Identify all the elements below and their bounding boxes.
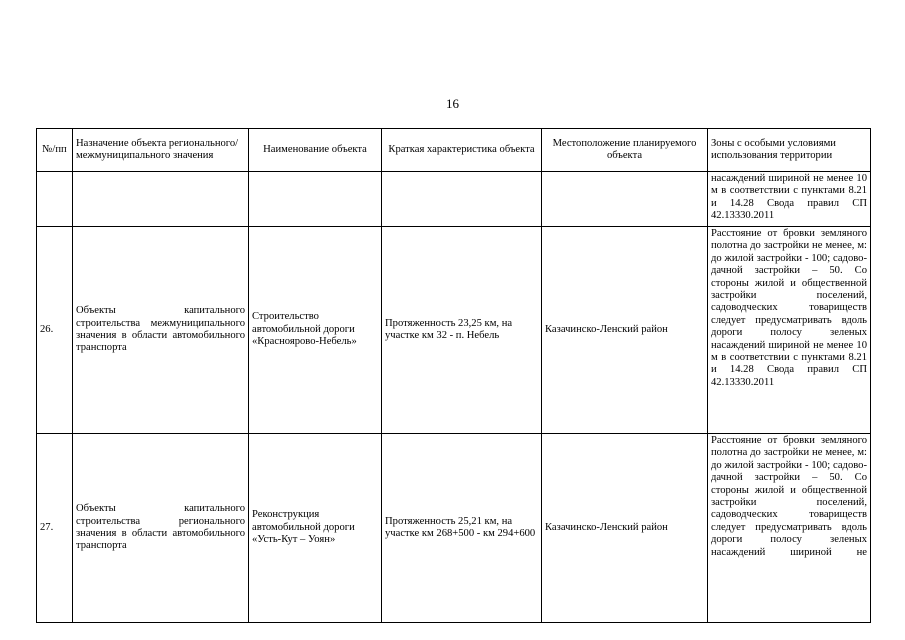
header-location: Местоположение планируемого объекта xyxy=(542,129,708,172)
table-header-row xyxy=(37,129,871,172)
header-purpose: Назначение объекта регионального/ межмуниципального значения xyxy=(73,129,249,172)
cell-empty xyxy=(542,172,708,227)
cell-location: Казачинско-Ленский район xyxy=(542,434,708,623)
cell-empty xyxy=(382,172,542,227)
cell-zones: Расстояние от бровки земляного полотна до застройки не менее, м: до жилой застройки - 100; садово-дачной застройки – 50. Со стороны жилой и общественной застройки поселений, садоводческих товариществ следует предусматривать вдоль дороги полосу зеленых насаждений шириной не xyxy=(708,434,871,623)
cell-purpose: Объекты капитального строительства регионального значения в области автомобильного транспорта xyxy=(73,434,249,623)
cell-purpose: Объекты капитального строительства межмуниципального значения в области автомобильного транспорта xyxy=(73,227,249,434)
page-number: 16 xyxy=(446,96,459,111)
cell-num: 27. xyxy=(37,434,73,623)
cell-name: Реконструкция автомобильной дороги «Усть-Кут – Уоян» xyxy=(249,434,382,623)
cell-location: Казачинско-Ленский район xyxy=(542,227,708,434)
cell-characteristics: Протяженность 25,21 км, на участке км 268+500 - км 294+600 xyxy=(382,434,542,623)
header-characteristics: Краткая характеристика объекта xyxy=(382,129,542,172)
cell-zones: Расстояние от бровки земляного полотна до застройки не менее, м: до жилой застройки - 100; садово-дачной застройки – 50. Со стороны жилой и общественной застройки поселений, садоводческих товариществ следует предусматривать вдоль дороги полосу зеленых насаждений шириной не менее 10 м в соответствии с пунктами 8.21 и 14.28 Свода правил СП 42.13330.2011 xyxy=(708,227,871,434)
cell-empty xyxy=(249,172,382,227)
cell-name: Строительство автомобильной дороги «Красноярово-Небель» xyxy=(249,227,382,434)
objects-table xyxy=(36,128,871,623)
header-name: Наименование объекта xyxy=(249,129,382,172)
cell-zones-continuation: насаждений шириной не менее 10 м в соответствии с пунктами 8.21 и 14.28 Свода правил СП 42.13330.2011 xyxy=(708,172,871,227)
cell-empty xyxy=(73,172,249,227)
cell-empty xyxy=(37,172,73,227)
header-num: №/пп xyxy=(37,129,73,172)
table-row xyxy=(37,434,871,623)
table-row-continuation xyxy=(37,172,871,227)
table-row xyxy=(37,227,871,434)
header-zones: Зоны с особыми условиями использования территории xyxy=(708,129,871,172)
cell-num: 26. xyxy=(37,227,73,434)
cell-characteristics: Протяженность 23,25 км, на участке км 32 - п. Небель xyxy=(382,227,542,434)
